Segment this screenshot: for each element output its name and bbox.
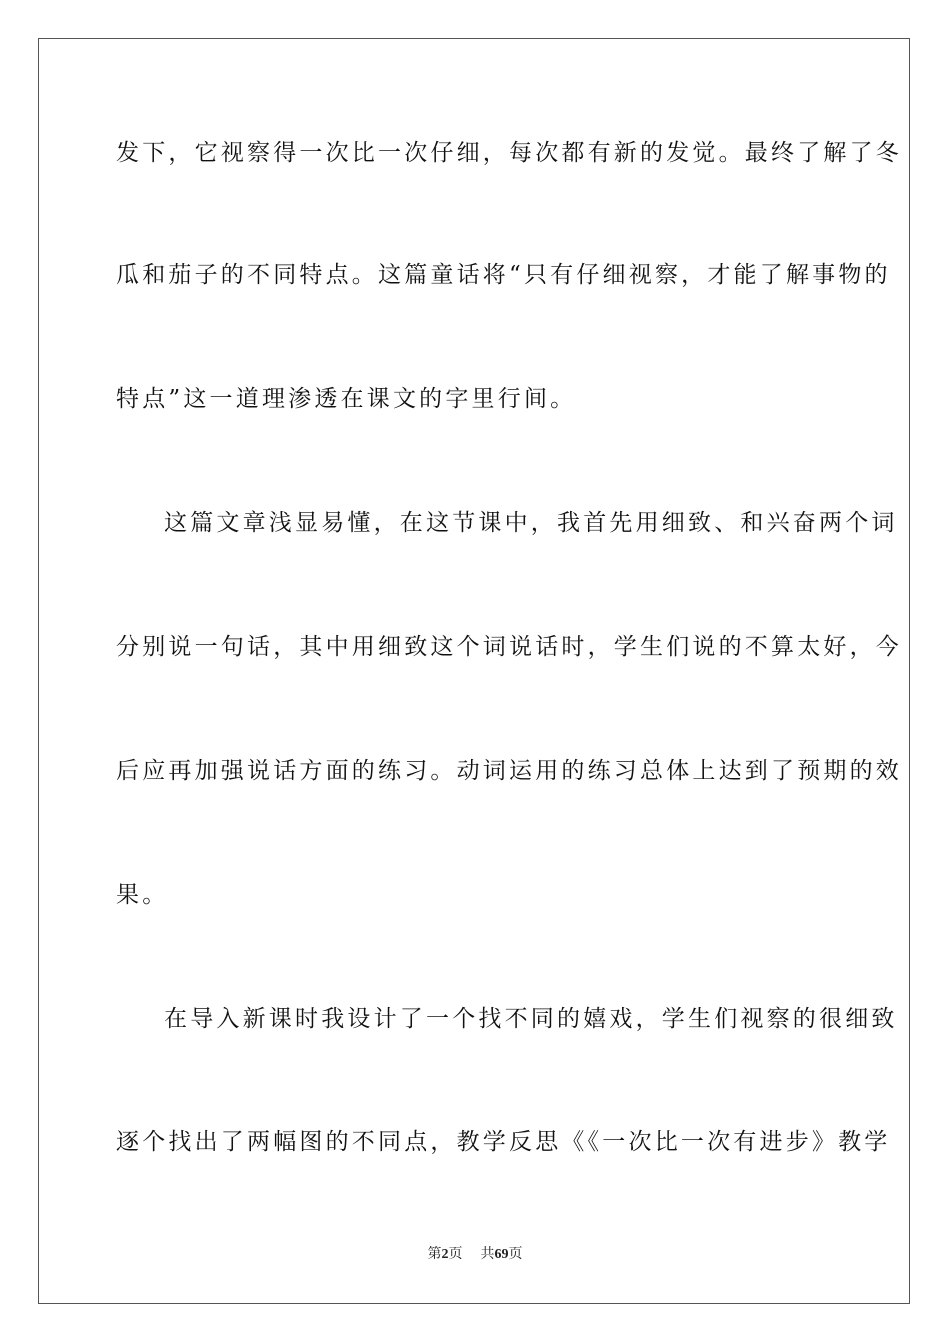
body-line-5: 分别说一句话，其中用细致这个词说话时，学生们说的不算太好，今: [116, 634, 902, 660]
page-border: [38, 38, 910, 1304]
footer-page-current: 2: [441, 1247, 449, 1262]
body-line-7: 果。: [116, 882, 169, 908]
footer-page-total: 69: [494, 1247, 509, 1262]
footer-page-suffix: 页: [448, 1247, 463, 1262]
body-line-2: 瓜和茄子的不同特点。这篇童话将“只有仔细视察，才能了解事物的: [116, 262, 891, 288]
footer-page-prefix: 第: [427, 1247, 442, 1262]
body-line-9: 逐个找出了两幅图的不同点，教学反思《《一次比一次有进步》教学: [116, 1129, 891, 1155]
body-line-1: 发下，它视察得一次比一次仔细，每次都有新的发觉。最终了解了冬: [116, 140, 902, 166]
body-line-3: 特点”这一道理渗透在课文的字里行间。: [116, 386, 577, 412]
body-line-4: 这篇文章浅显易懂，在这节课中，我首先用细致、和兴奋两个词: [164, 510, 898, 536]
body-line-6: 后应再加强说话方面的练习。动词运用的练习总体上达到了预期的效: [116, 758, 902, 784]
page-footer: [0, 1246, 950, 1264]
body-line-8: 在导入新课时我设计了一个找不同的嬉戏，学生们视察的很细致: [164, 1006, 898, 1032]
footer-total-prefix: 共: [480, 1247, 495, 1262]
footer-total-suffix: 页: [508, 1247, 523, 1262]
